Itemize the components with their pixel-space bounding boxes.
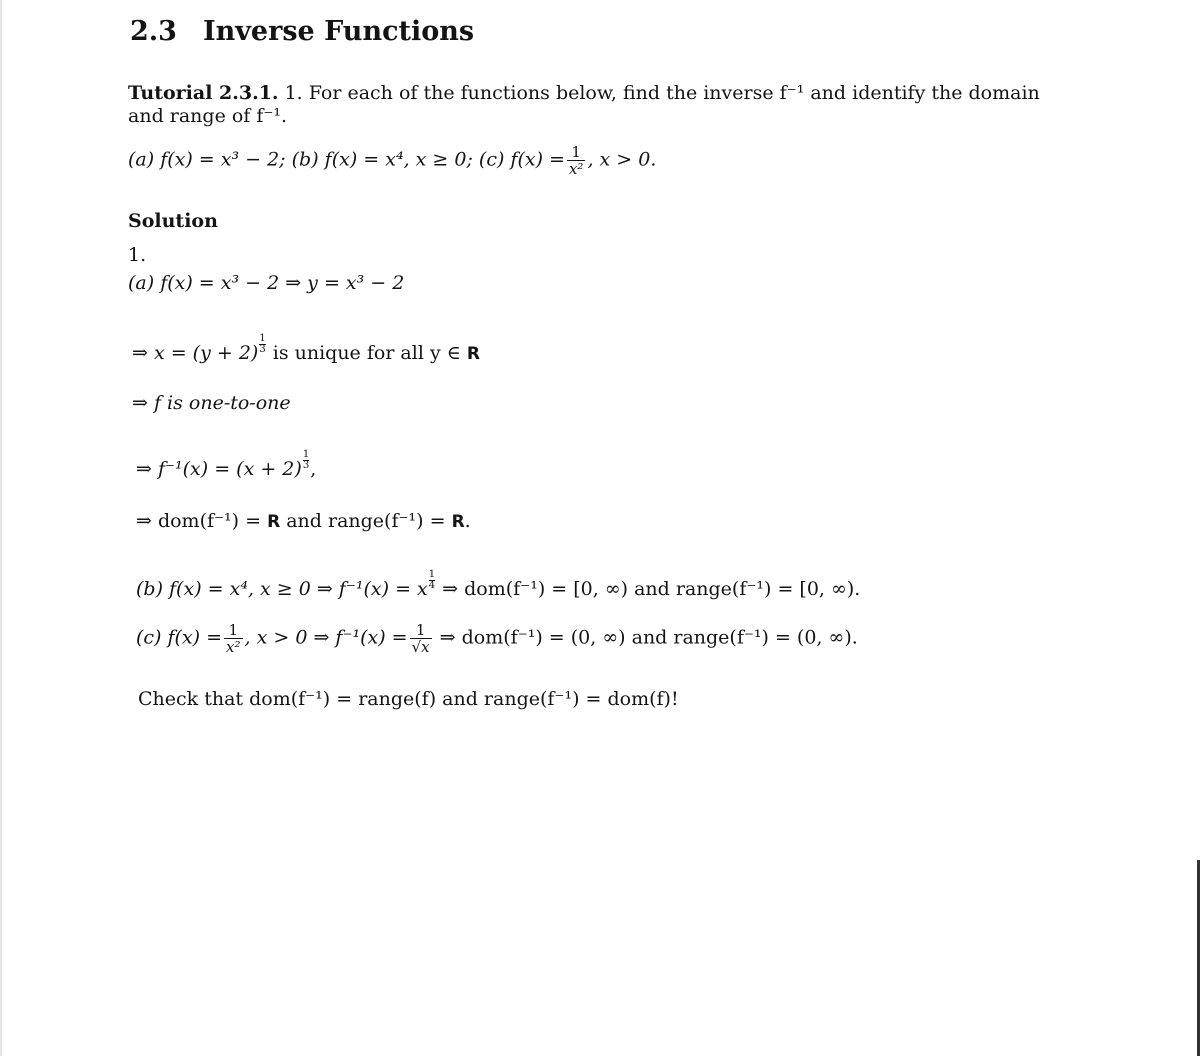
part-c-line [136,622,858,655]
part-b-prefix: (b) f(x) = x⁴, x ≥ 0 ⇒ f⁻¹(x) = x [136,578,428,600]
part-a-line4-suffix: , [310,458,317,480]
part-c-fraction-1 [224,622,242,655]
tutorial-text: 1. For each of the functions below, find the inverse f⁻¹ and identify the domain and range of f⁻¹. [128,82,1040,127]
solution-heading: Solution [128,210,218,232]
fraction-denominator: x² [568,160,584,178]
solution-item-number: 1. [128,244,147,266]
exponent-one-third [259,334,265,355]
real-numbers-symbol: R [451,512,465,532]
exponent-numerator: 1 [428,569,436,580]
part-a-line4 [136,450,316,480]
part-a-line3: ⇒ f is one-to-one [132,392,291,414]
section-number: 2.3 [130,16,177,47]
exponent-denominator: 3 [259,344,266,355]
part-a-line5-a: ⇒ dom(f⁻¹) = [136,510,268,532]
section-title: Inverse Functions [202,16,475,47]
part-a-line2-prefix: ⇒ x = (y + 2) [132,342,259,364]
fraction-denominator: x² [226,638,241,656]
exponent-one-third [303,450,309,471]
real-numbers-symbol: R [466,344,480,364]
problem-c-prefix: (c) f(x) = [478,148,565,171]
real-numbers-symbol: R [267,512,281,532]
exponent-denominator: 4 [428,580,436,591]
exponent-one-fourth [429,570,435,591]
check-statement: Check that dom(f⁻¹) = range(f) and range(f⁻¹) = dom(f)! [138,688,679,710]
fraction-numerator: 1 [228,621,239,639]
problem-b: (b) f(x) = x⁴, x ≥ 0; [291,148,473,171]
part-b-line [136,570,860,600]
problem-list [128,144,656,177]
exponent-numerator: 1 [259,333,266,344]
fraction-numerator: 1 [415,621,426,639]
part-a-line5 [136,510,471,532]
problem-c-fraction [567,144,585,177]
section-heading [130,16,474,47]
part-a-line4-prefix: ⇒ f⁻¹(x) = (x + 2) [136,458,302,480]
part-a-line2-suffix: is unique for all y ∈ [266,342,467,364]
part-c-middle: , x > 0 ⇒ f⁻¹(x) = [244,626,408,649]
part-c-suffix: ⇒ dom(f⁻¹) = (0, ∞) and range(f⁻¹) = (0, ∞). [439,626,858,649]
part-b-suffix: ⇒ dom(f⁻¹) = [0, ∞) and range(f⁻¹) = [0, ∞). [436,578,861,600]
part-a-line2 [132,334,480,364]
part-a-line5-b: and range(f⁻¹) = [280,510,452,532]
part-c-prefix: (c) f(x) = [136,626,223,649]
tutorial-label: Tutorial 2.3.1. [128,82,279,104]
part-c-fraction-2 [410,622,432,655]
exponent-denominator: 3 [302,460,310,471]
fraction-numerator: 1 [571,143,581,161]
part-a-line5-c: . [464,510,471,532]
problem-a: (a) f(x) = x³ − 2; [128,148,286,171]
problem-c-suffix: , x > 0. [587,148,657,171]
exponent-numerator: 1 [302,449,310,460]
page-edge-left [0,0,2,1056]
tutorial-statement [128,82,1078,128]
fraction-denominator: √x [411,638,430,656]
part-a-line1: (a) f(x) = x³ − 2 ⇒ y = x³ − 2 [128,272,405,294]
